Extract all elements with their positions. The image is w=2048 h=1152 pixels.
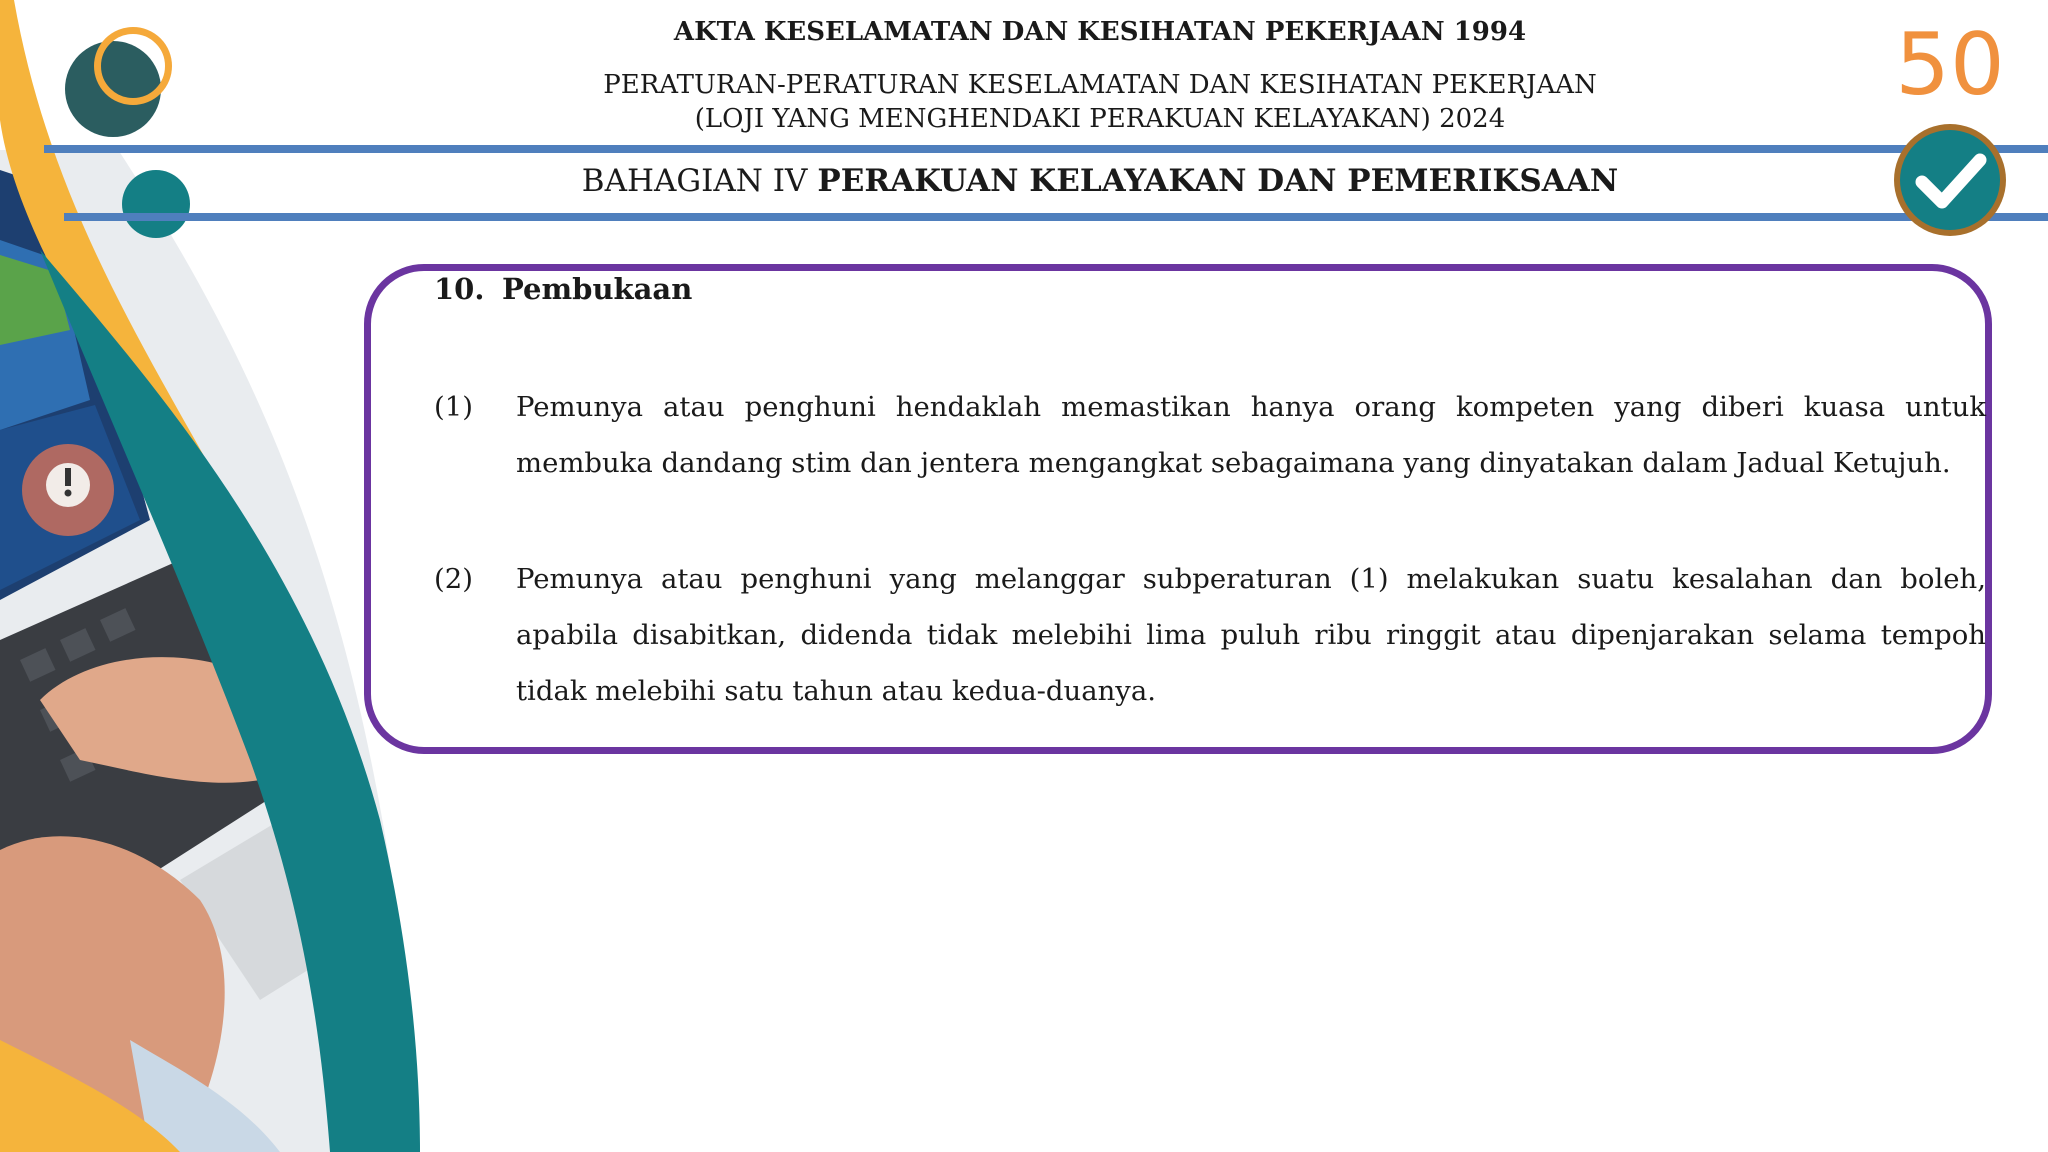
part-name: PERAKUAN KELAYAKAN DAN PEMERIKSAAN	[817, 163, 1619, 199]
check-icon	[1892, 122, 2008, 238]
alert-head-icon	[46, 463, 90, 507]
clause-1	[434, 379, 1986, 491]
clause-number: (1)	[434, 391, 473, 423]
clause-number: (2)	[434, 563, 473, 595]
regulation-title-line2: (LOJI YANG MENGHENDAKI PERAKUAN KELAYAKAN) 2024	[694, 104, 1506, 134]
clause-text: Pemunya atau penghuni hendaklah memastikan hanya orang kompeten yang diberi kuasa untuk membuka dandang stim dan jentera mengangkat sebagaimana yang dinyatakan dalam Jadual Ketujuh.	[516, 391, 1986, 479]
section-number: 10.	[434, 272, 485, 306]
part-label: BAHAGIAN IV	[581, 163, 808, 199]
page-number: 50	[1895, 15, 2005, 115]
header-rule-top	[44, 145, 2048, 153]
regulation-title-line1: PERATURAN-PERATURAN KESELAMATAN DAN KESIHATAN PEKERJAAN	[603, 70, 1597, 100]
header-rule-bottom	[64, 213, 2048, 221]
section-title: Pembukaan	[502, 272, 693, 306]
clause-2	[434, 551, 1986, 719]
section-heading	[434, 272, 692, 306]
part-heading	[520, 163, 1680, 199]
clause-text: Pemunya atau penghuni yang melanggar subperaturan (1) melakukan suatu kesalahan dan boleh, apabila disabitkan, didenda tidak melebihi lima puluh ribu ringgit atau dipenjarakan selama tempoh tidak melebihi satu tahun atau kedua-duanya.	[516, 563, 1986, 707]
logo-ring-orange	[94, 27, 172, 105]
decorative-dot-teal	[122, 170, 190, 238]
act-title: AKTA KESELAMATAN DAN KESIHATAN PEKERJAAN 1994	[673, 17, 1527, 47]
